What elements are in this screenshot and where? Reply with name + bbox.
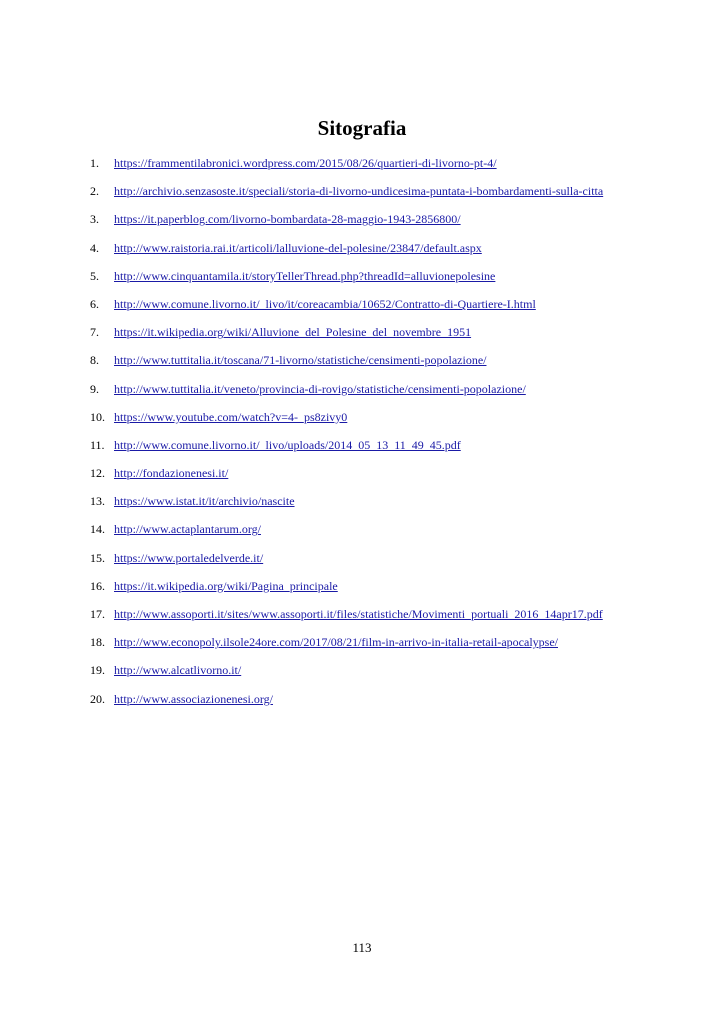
list-item-number: 2.	[90, 184, 99, 199]
list-item-number: 14.	[90, 522, 105, 537]
hyperlink[interactable]: http://www.cinquantamila.it/storyTellerThread.php?threadId=alluvionepolesine	[114, 268, 496, 283]
hyperlink[interactable]: https://it.paperblog.com/livorno-bombardata-28-maggio-1943-2856800/	[114, 212, 461, 227]
list-item	[0, 660, 724, 688]
hyperlink[interactable]: http://www.tuttitalia.it/toscana/71-livorno/statistiche/censimenti-popolazione/	[114, 353, 487, 368]
list-item-number: 8.	[90, 353, 99, 368]
list-item-number: 15.	[90, 550, 105, 565]
list-item-number: 20.	[90, 691, 105, 706]
hyperlink[interactable]: https://it.wikipedia.org/wiki/Alluvione_del_Polesine_del_novembre_1951	[114, 325, 472, 340]
list-item-number: 11.	[90, 437, 105, 452]
list-item	[0, 294, 724, 322]
list-item	[0, 350, 724, 378]
list-item-number: 5.	[90, 268, 99, 283]
list-item	[0, 322, 724, 350]
hyperlink[interactable]: http://fondazionenesi.it/	[114, 466, 229, 481]
hyperlink[interactable]: https://frammentilabronici.wordpress.com/2015/08/26/quartieri-di-livorno-pt-4/	[114, 156, 497, 170]
hyperlink[interactable]: http://archivio.senzasoste.it/speciali/storia-di-livorno-undicesima-puntata-i-bombardamenti-sulla-citta	[114, 184, 604, 199]
list-item-number: 1.	[90, 156, 99, 170]
list-item	[0, 604, 724, 632]
list-item	[0, 266, 724, 294]
hyperlink[interactable]: http://www.comune.livorno.it/_livo/it/coreacambia/10652/Contratto-di-Quartiere-I.html	[114, 296, 536, 311]
list-item-number: 13.	[90, 494, 105, 509]
list-item-number: 12.	[90, 466, 105, 481]
list-item	[0, 548, 724, 576]
hyperlink[interactable]: http://www.comune.livorno.it/_livo/uploads/2014_05_13_11_49_45.pdf	[114, 437, 461, 452]
list-item-number: 10.	[90, 409, 105, 424]
list-item-number: 3.	[90, 212, 99, 227]
list-item-number: 19.	[90, 663, 105, 678]
list-item	[0, 463, 724, 491]
hyperlink[interactable]: https://www.portaledelverde.it/	[114, 550, 264, 565]
hyperlink[interactable]: http://www.assoporti.it/sites/www.assoporti.it/files/statistiche/Movimenti_portuali_2016_14apr17.pdf	[114, 607, 603, 621]
list-item	[0, 519, 724, 547]
hyperlink[interactable]: https://www.istat.it/it/archivio/nascite	[114, 494, 295, 509]
hyperlink[interactable]: http://www.raistoria.rai.it/articoli/lalluvione-del-polesine/23847/default.aspx	[114, 240, 482, 255]
list-item	[0, 379, 724, 407]
list-item-number: 6.	[90, 296, 99, 311]
list-item-number: 9.	[90, 381, 99, 396]
hyperlink[interactable]: http://www.actaplantarum.org/	[114, 522, 261, 537]
link-list	[0, 153, 724, 717]
hyperlink[interactable]: https://it.wikipedia.org/wiki/Pagina_principale	[114, 578, 338, 593]
hyperlink[interactable]: http://www.tuttitalia.it/veneto/provincia-di-rovigo/statistiche/censimenti-popolazione/	[114, 381, 526, 396]
list-item	[0, 689, 724, 717]
hyperlink[interactable]: http://www.econopoly.ilsole24ore.com/2017/08/21/film-in-arrivo-in-italia-retail-apocalypse/	[114, 635, 558, 650]
list-item	[0, 407, 724, 435]
list-item-number: 18.	[90, 635, 105, 650]
list-item-number: 16.	[90, 578, 105, 593]
page-number: 113	[352, 940, 372, 955]
list-item-number: 4.	[90, 240, 99, 255]
list-item	[0, 632, 724, 660]
hyperlink[interactable]: https://www.youtube.com/watch?v=4-_ps8zivy0	[114, 409, 348, 424]
list-item	[0, 153, 724, 181]
page-title: Sitografia	[317, 116, 407, 140]
hyperlink[interactable]: http://www.alcatlivorno.it/	[114, 663, 242, 678]
list-item-number: 17.	[90, 607, 105, 621]
hyperlink[interactable]: http://www.associazionenesi.org/	[114, 691, 273, 706]
list-item	[0, 238, 724, 266]
list-item	[0, 491, 724, 519]
list-item	[0, 209, 724, 237]
list-item	[0, 435, 724, 463]
list-item-number: 7.	[90, 325, 99, 340]
list-item	[0, 576, 724, 604]
list-item	[0, 181, 724, 209]
